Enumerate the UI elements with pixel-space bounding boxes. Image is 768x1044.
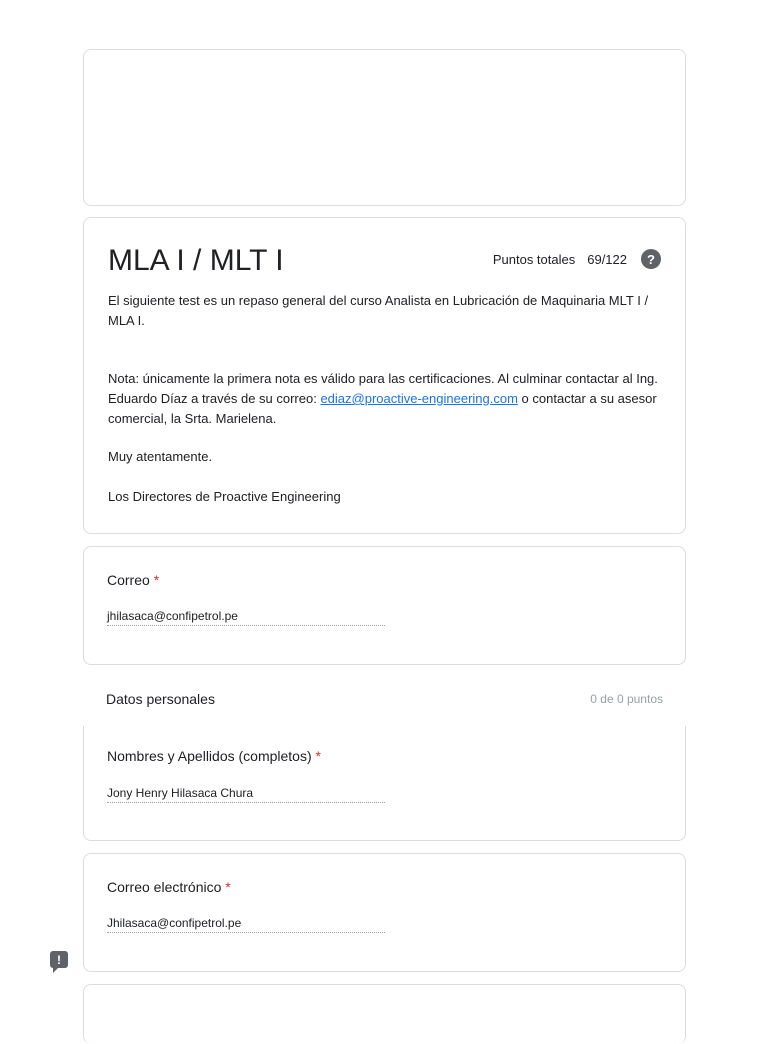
report-feedback-icon[interactable]: ! (50, 951, 68, 968)
question-label-text: Nombres y Apellidos (completos) (107, 748, 312, 764)
total-points (493, 249, 661, 269)
question-card-full-name (83, 726, 686, 841)
question-label-text: Correo electrónico (107, 879, 222, 895)
contact-email-link[interactable]: ediaz@proactive-engineering.com (320, 391, 518, 406)
next-question-card (83, 984, 686, 1044)
description-paragraph-4: Los Directores de Proactive Engineering (108, 489, 341, 504)
description-note-text-end: o contactar a su asesor comercial, la Srta. Marielena. (108, 391, 657, 426)
question-label-email-2 (107, 879, 231, 895)
description-paragraph-1: El siguiente test es un repaso general del curso Analista en Lubricación de Maquinaria MLT I / MLA I. (108, 293, 649, 328)
total-points-value: 69/122 (587, 251, 627, 267)
help-icon[interactable]: ? (641, 249, 661, 269)
description-paragraph-2 (108, 369, 661, 429)
question-label-full-name (107, 748, 321, 764)
required-marker: * (153, 572, 160, 588)
required-marker: * (225, 879, 231, 895)
answer-email-2: Jhilasaca@confipetrol.pe (107, 916, 385, 933)
total-points-label: Puntos totales (492, 251, 576, 267)
description-note-text: Nota: únicamente la primera nota es válido para las certificaciones. Al culminar contactar al Ing. Eduardo Díaz a través de su correo: (108, 371, 658, 406)
section-title: Datos personales (106, 691, 215, 707)
question-card-email-2 (83, 853, 686, 972)
question-label-email (107, 572, 159, 588)
header-image-card (83, 49, 686, 206)
question-card-email (83, 546, 686, 665)
required-marker: * (315, 748, 321, 764)
section-points: 0 de 0 puntos (590, 692, 663, 706)
description-paragraph-3: Muy atentamente. (108, 449, 213, 464)
form-title-card (83, 217, 686, 534)
answer-email: jhilasaca@confipetrol.pe (107, 609, 385, 626)
question-label-text: Correo (107, 572, 150, 588)
answer-full-name: Jony Henry Hilasaca Chura (107, 786, 385, 803)
form-title: MLA I / MLT I (108, 244, 284, 277)
